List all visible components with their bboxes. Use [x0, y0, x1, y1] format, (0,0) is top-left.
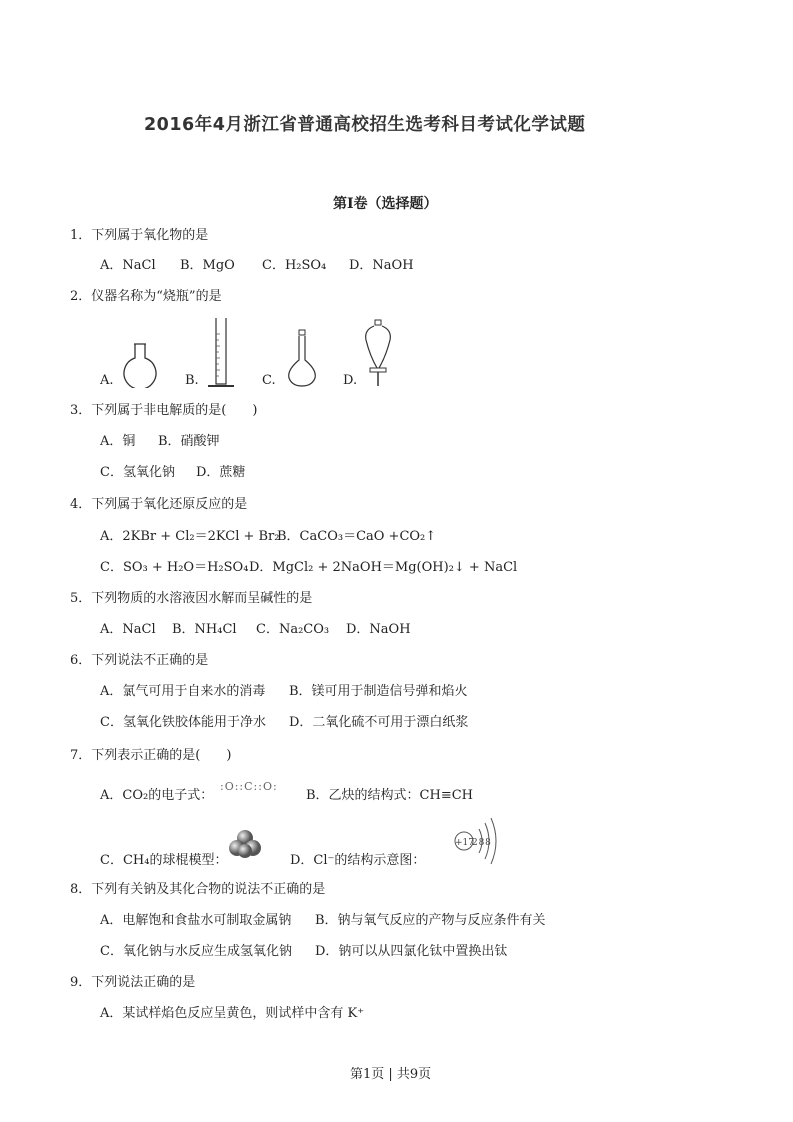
q4-option-b: B．CaCO₃＝CaO +CO₂↑: [277, 529, 437, 544]
q6-option-b: B．镁可用于制造信号弹和焰火: [289, 684, 468, 699]
q2-option-a: A.: [100, 373, 114, 388]
q5-option-b: B．NH₄Cl: [172, 622, 237, 637]
q7-option-c: C．CH₄的球棍模型：: [100, 853, 228, 868]
q3-option-c: C．氢氧化钠: [100, 465, 175, 480]
q6-option-a: A．氯气可用于自来水的消毒: [100, 684, 266, 699]
q2-option-b: B.: [185, 373, 199, 388]
q5-option-c: C．Na₂CO₃: [256, 622, 330, 637]
round-bottom-flask-icon: [120, 340, 160, 388]
q4-option-d: D．MgCl₂ + 2NaOH＝Mg(OH)₂↓ + NaCl: [249, 560, 518, 575]
document-title: 2016年4月浙江省普通高校招生选考科目考试化学试题: [144, 115, 586, 135]
question-6-stem: 6．下列说法不正确的是: [70, 653, 209, 668]
volumetric-flask-icon: [284, 328, 320, 388]
q7-option-b: B．乙炔的结构式：CH≡CH: [306, 788, 474, 803]
question-4-stem: 4．下列属于氧化还原反应的是: [70, 497, 248, 512]
question-8-stem: 8．下列有关钠及其化合物的说法不正确的是: [70, 882, 326, 897]
q1-option-a: A．NaCl: [100, 258, 156, 273]
q1-option-c: C．H₂SO₄: [262, 258, 327, 273]
question-3-stem: 3．下列属于非电解质的是( ): [70, 403, 258, 418]
electron-shells: 2 8 8: [472, 838, 491, 848]
question-7-stem: 7．下列表示正确的是( ): [70, 748, 232, 763]
q8-option-a: A．电解饱和食盐水可制取金属钠: [100, 913, 292, 928]
q7-option-a: A．CO₂的电子式：: [100, 788, 214, 803]
q7-option-d: D．Cl⁻的结构示意图：: [290, 853, 426, 868]
question-5-stem: 5．下列物质的水溶液因水解而呈碱性的是: [70, 591, 313, 606]
q8-option-d: D．钠可以从四氯化钛中置换出钛: [315, 944, 508, 959]
separatory-funnel-icon: [360, 318, 396, 388]
question-9-stem: 9．下列说法正确的是: [70, 975, 196, 990]
page-footer: 第1页 | 共9页: [350, 1067, 432, 1082]
q5-option-a: A．NaCl: [100, 622, 156, 637]
q8-option-b: B．钠与氧气反应的产物与反应条件有关: [315, 913, 546, 928]
section-heading: 第I卷（选择题）: [333, 196, 438, 212]
q4-option-a: A．2KBr + Cl₂＝2KCl + Br₂: [100, 529, 280, 544]
co2-electron-formula: :O::C::O:: [220, 780, 278, 793]
q1-option-b: B．MgO: [180, 258, 235, 273]
question-2-stem: 2．仪器名称为“烧瓶”的是: [70, 289, 222, 304]
question-1-stem: 1．下列属于氧化物的是: [70, 228, 209, 243]
nucleus-charge: +17: [455, 838, 474, 848]
q6-option-d: D．二氧化硫不可用于漂白纸浆: [289, 715, 469, 730]
q6-option-c: C．氢氧化铁胶体能用于净水: [100, 715, 266, 730]
q2-option-c: C.: [262, 373, 276, 388]
q3-option-b: B．硝酸钾: [158, 434, 220, 449]
q3-option-a: A．铜: [100, 434, 136, 449]
graduated-cylinder-icon: [204, 316, 238, 388]
q8-option-c: C．氧化钠与水反应生成氢氧化钠: [100, 944, 292, 959]
q1-option-d: D．NaOH: [349, 258, 414, 273]
q3-option-d: D．蔗糖: [196, 465, 246, 480]
q5-option-d: D．NaOH: [346, 622, 411, 637]
q9-option-a: A．某试样焰色反应呈黄色，则试样中含有 K⁺: [100, 1006, 365, 1021]
q2-option-d: D.: [343, 373, 358, 388]
methane-ball-model-icon: [228, 829, 262, 859]
q4-option-c: C．SO₃ + H₂O＝H₂SO₄: [100, 560, 249, 575]
